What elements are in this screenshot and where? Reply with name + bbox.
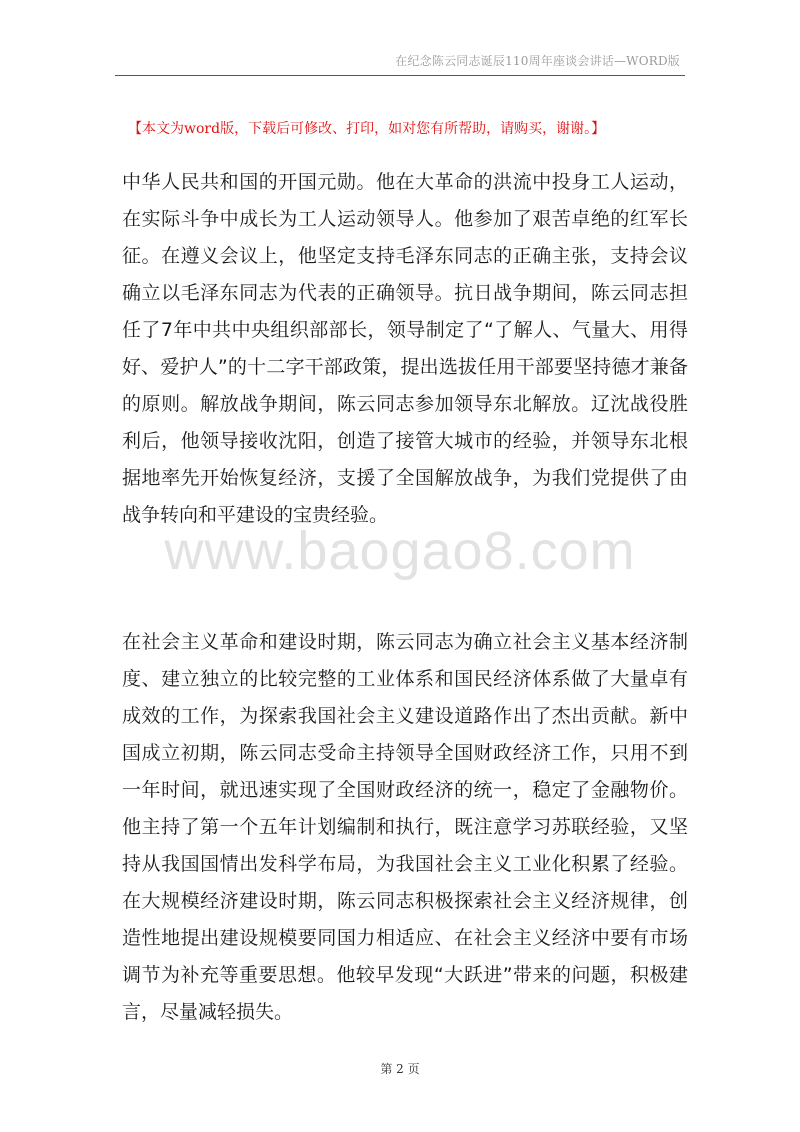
header-rule (115, 75, 685, 76)
body-paragraph-1: 中华人民共和国的开国元勋。他在大革命的洪流中投身工人运动，在实际斗争中成长为工人运动领导人。他参加了艰苦卓绝的红军长征。在遵义会议上，他坚定支持毛泽东同志的正确主张，支持会议确立以毛泽东同志为代表的正确领导。抗日战争期间，陈云同志担任了7年中共中央组织部部长，领导制定了“了解人、气量大、用得好、爱护人”的十二字干部政策，提出选拔任用干部要坚持德才兼备的原则。解放战争期间，陈云同志参加领导东北解放。辽沈战役胜利后，他领导接收沈阳，创造了接管大城市的经验，并领导东北根据地率先开始恢复经济，支援了全国解放战争，为我们党提供了由战争转向和平建设的宝贵经验。 (122, 171, 688, 526)
purchase-notice: 【本文为word版，下载后可修改、打印，如对您有所帮助，请购买，谢谢。】 (128, 121, 606, 137)
page-number: 第 2 页 (380, 1062, 420, 1076)
body-paragraph-2: 在社会主义革命和建设时期，陈云同志为确立社会主义基本经济制度、建立独立的比较完整的工业体系和国民经济体系做了大量卓有成效的工作，为探索我国社会主义建设道路作出了杰出贡献。新中国成立初期，陈云同志受命主持领导全国财政经济工作，只用不到一年时间，就迅速实现了全国财政经济的统一，稳定了金融物价。他主持了第一个五年计划编制和执行，既注意学习苏联经验，又坚持从我国国情出发科学布局，为我国社会主义工业化积累了经验。在大规模经济建设时期，陈云同志积极探索社会主义经济规律，创造性地提出建设规模要同国力相适应、在社会主义经济中要有市场调节为补充等重要思想。他较早发现“大跃进”带来的问题，积极建言，尽量减轻损失。 (122, 631, 688, 1023)
header-title: 在纪念陈云同志诞辰110周年座谈会讲话—WORD版 (395, 54, 680, 68)
watermark: www.baogao8.com (164, 521, 636, 581)
